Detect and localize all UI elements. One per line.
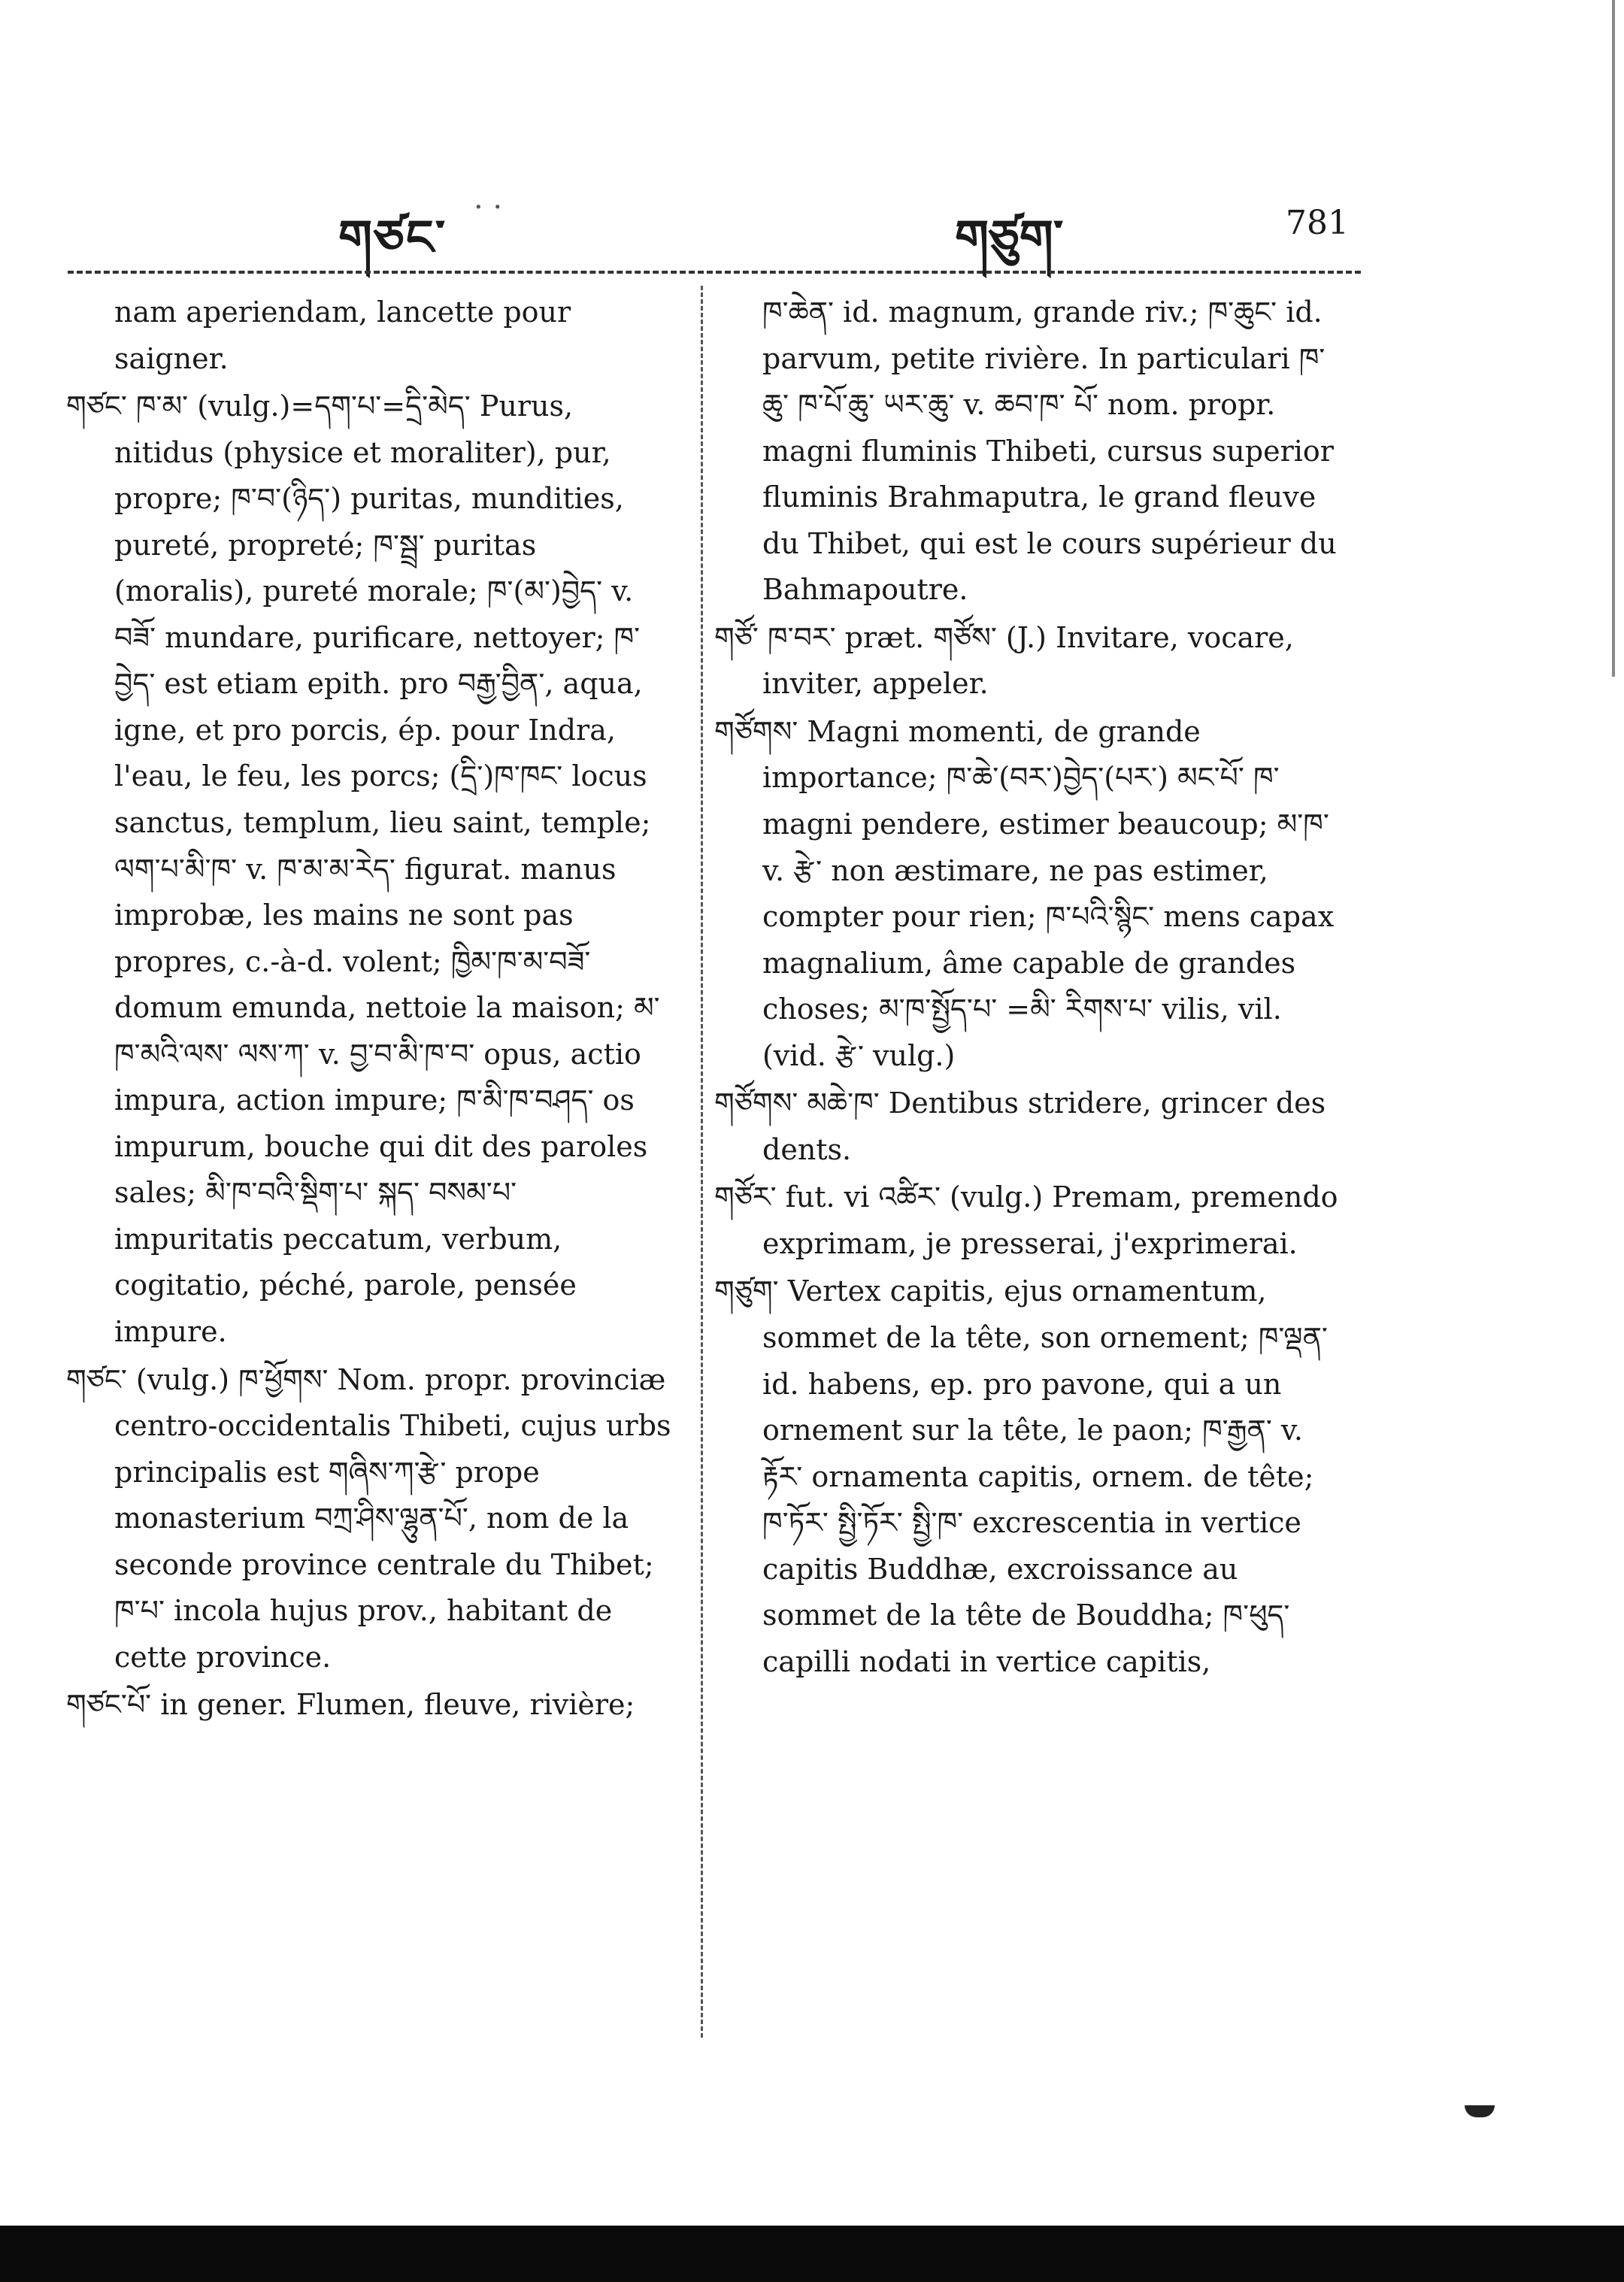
page-header [68,169,1361,266]
header-dots: · · [474,190,503,225]
left-column-entry-2: གཙང་ (vulg.) ཁ་ཕྱོགས་ Nom. propr. provinciæ centro-occidentalis Thibeti, cujus urbs principalis est གཞིས་ཀ་རྩེ་ prope monasterium བཀྲ་ཤིས་ལྷུན་པོ་, nom de la seconde province centrale du Thibet; ཁ་པ་ incola hujus prov., habitant de cette province. [66,1362,671,1674]
column-divider [701,286,703,2038]
right-column-entry-5: གཙུག་ Vertex capitis, ejus ornamentum, sommet de la tête, son ornement; ཁ་ལྡན་ id. habens, ep. pro pavone, qui a un ornement sur la tête, le paon; ཁ་རྒྱན་ v. རྟོར་ ornamenta capitis, ornem. de tête; ཁ་ཏོར་ སྤྱི་ཏོར་ སྤྱི་ཁ་ excrescentia in vertice capitis Buddhæ, excroissance au sommet de la tête de Bouddha; ཁ་ཕུད་ capilli nodati in vertice capitis, [714,1274,1328,1678]
left-column [66,289,675,1730]
right-column-entry-1: གཙོ་ ཁ་བར་ præt. གཙོས་ (J.) Invitare, vocare, inviter, appeler. [714,620,1294,701]
right-column-entry-4: གཙོར་ fut. vi འཚིར་ (vulg.) Premam, premendo exprimam, je presserai, j'exprimerai. [714,1180,1338,1260]
right-column [714,289,1346,1686]
right-column-entry-2: གཙོགས་ Magni momenti, de grande importance; ཁ་ཆེ་(བར་)བྱེད་(པར་) མང་པོ་ ཁ་ magni pendere, estimer beaucoup; མ་ཁ་ v. རྩེ་ non æstimare, ne pas estimer, compter pour rien; ཁ་པའི་སྙིང་ mens capax magnalium, âme capable de grandes choses; མ་ཁ་སྤྱོད་པ་ =མི་ རིགས་པ་ vilis, vil. (vid. རྩེ་ vulg.) [714,714,1335,1072]
left-running-headword: གཙང་ [338,210,447,266]
page-number: 781 [1286,204,1349,242]
header-rule [68,271,1361,274]
left-column-continuation-0: nam aperiendam, lancette pour saigner. [114,295,571,375]
printer-mark [1465,2105,1495,2117]
left-column-entry-1: གཙང་ ཁ་མ་ (vulg.)=དག་པ་=དྲི་མེད་ Purus, nitidus (physice et moraliter), pur, propre; ཁ་བ་(ཉིད་) puritas, mundities, pureté, propreté; ཁ་སྦྲ་ puritas (moralis), pureté morale; ཁ་(མ་)བྱེད་ v. བཟོ་ mundare, purificare, nettoyer; ཁ་བྱེད་ est etiam epith. pro བརྒྱ་བྱིན་, aqua, igne, et pro porcis, ép. pour Indra, l'eau, le feu, les porcs; (དྲི་)ཁ་ཁང་ locus sanctus, templum, lieu saint, temple; ལག་པ་མི་ཁ་ v. ཁ་མ་མ་རེད་ figurat. manus improbæ, les mains ne sont pas propres, c.-à-d. volent; ཁྱིམ་ཁ་མ་བཟོ་ domum emunda, nettoie la maison; མ་ཁ་མའི་ལས་ ལས་ཀ་ v. བྱ་བ་མི་ཁ་བ་ opus, actio impura, action impure; ཁ་མི་ཁ་བཤད་ os impurum, bouche qui dit des paroles sales; མི་ཁ་བའི་སྡིག་པ་ སྐད་ བསམ་པ་ impuritatis peccatum, verbum, cogitatio, péché, parole, pensée impure. [66,389,660,1349]
page-edge-shadow [1612,0,1615,677]
right-column-continuation-0: ཁ་ཆེན་ id. magnum, grande riv.; ཁ་ཆུང་ id. parvum, petite rivière. In particulari ཁ་ཆུ་ ཁ་པོ་ཆུ་ ཡར་ཆུ་ v. ཆབ་ཁ་ པོ་ nom. propr. magni fluminis Thibeti, cursus superior fluminis Brahmaputra, le grand fleuve du Thibet, qui est le cours supérieur du Bahmapoutre. [762,295,1337,607]
left-column-entry-3: གཙང་པོ་ in gener. Flumen, fleuve, rivière; [66,1688,635,1722]
right-column-entry-3: གཙོགས་ མཆེ་ཁ་ Dentibus stridere, grincer des dents. [714,1086,1326,1166]
scan-bottom-bar [0,2226,1624,2282]
right-running-headword: གཙུག་ [955,210,1064,266]
